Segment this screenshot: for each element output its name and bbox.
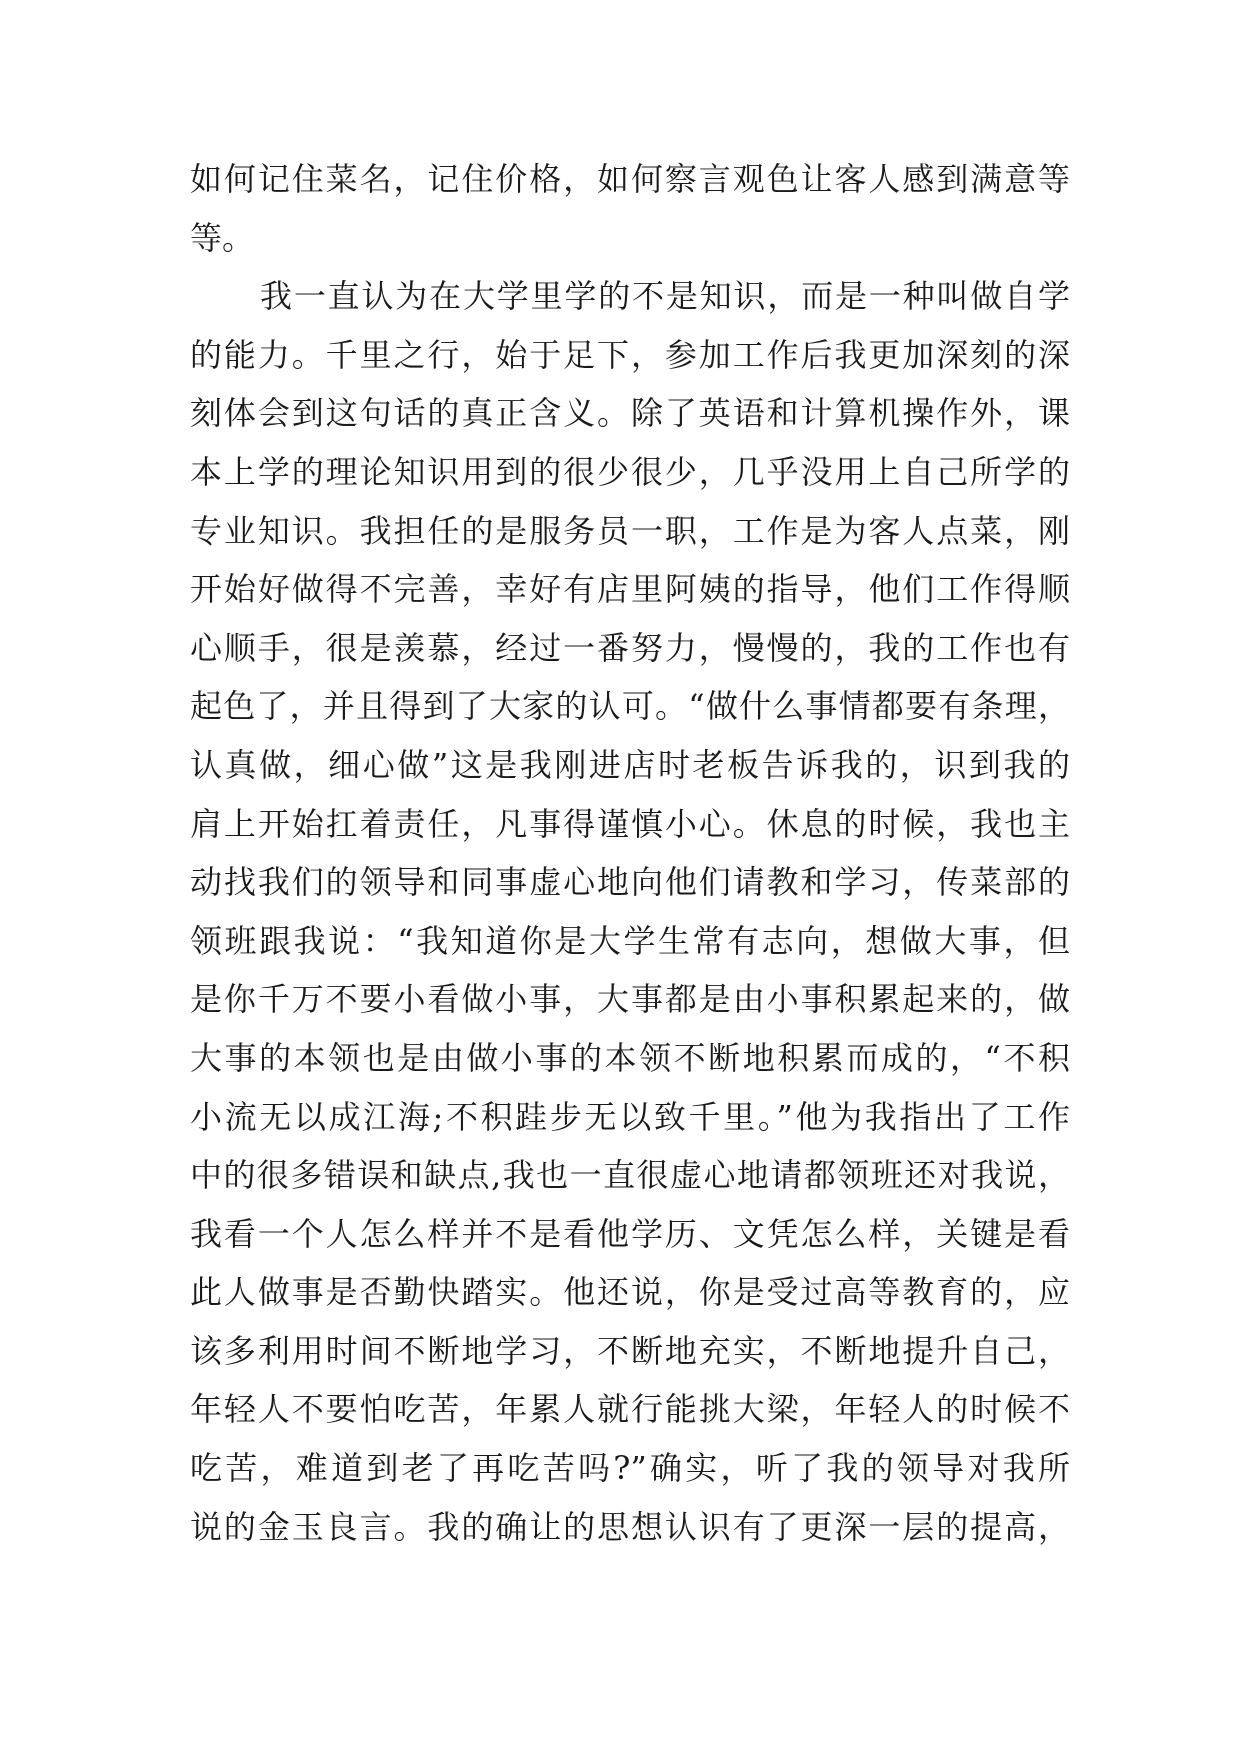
text-line: 的能力。千里之行，始于足下，参加工作后我更加深刻的深 <box>190 335 1070 374</box>
text-line: 吃苦，难道到老了再吃苦吗?”确实，听了我的领导对我所 <box>190 1449 1070 1488</box>
body-text <box>190 159 1070 1565</box>
text-line: 如何记住菜名，记住价格，如何察言观色让客人感到满意等 <box>190 160 1070 198</box>
text-line: 我看一个人怎么样并不是看他学历、文凭怎么样，关键是看 <box>190 1214 1070 1253</box>
text-line: 说的金玉良言。我的确让的思想认识有了更深一层的提高， <box>190 1507 1070 1546</box>
text-line: 领班跟我说：“我知道你是大学生常有志向，想做大事，但 <box>190 921 1070 960</box>
text-line: 动找我们的领导和同事虚心地向他们请教和学习，传菜部的 <box>190 863 1070 902</box>
text-line: 开始好做得不完善，幸好有店里阿姨的指导，他们工作得顺 <box>190 570 1070 609</box>
text-line: 起色了，并且得到了大家的认可。“做什么事情都要有条理， <box>190 687 1070 726</box>
text-line: 中的很多错误和缺点,我也一直很虚心地请都领班还对我说， <box>190 1156 1070 1195</box>
text-line: 心顺手，很是羡慕，经过一番努力，慢慢的，我的工作也有 <box>190 628 1070 667</box>
text-line: 专业知识。我担任的是服务员一职，工作是为客人点菜，刚 <box>190 511 1070 550</box>
text-line: 等。 <box>190 218 255 257</box>
text-line: 此人做事是否勤快踏实。他还说，你是受过高等教育的，应 <box>190 1273 1070 1312</box>
text-line: 是你千万不要小看做小事，大事都是由小事积累起来的，做 <box>190 980 1070 1019</box>
paragraph-first-line: 我一直认为在大学里学的不是知识，而是一种叫做自学 <box>260 277 1070 316</box>
text-line: 该多利用时间不断地学习，不断地充实，不断地提升自己， <box>190 1331 1070 1370</box>
text-line: 本上学的理论知识用到的很少很少，几乎没用上自己所学的 <box>190 452 1070 491</box>
text-line: 年轻人不要怕吃苦，年累人就行能挑大梁，年轻人的时候不 <box>190 1390 1070 1429</box>
text-line: 认真做，细心做”这是我刚进店时老板告诉我的，识到我的 <box>190 745 1070 784</box>
text-line: 肩上开始扛着责任，凡事得谨慎小心。休息的时候，我也主 <box>190 804 1070 843</box>
text-line: 小流无以成江海;不积跬步无以致千里。”他为我指出了工作 <box>190 1097 1070 1136</box>
text-line: 大事的本领也是由做小事的本领不断地积累而成的，“不积 <box>190 1038 1070 1077</box>
text-line: 刻体会到这句话的真正含义。除了英语和计算机操作外，课 <box>190 394 1070 433</box>
